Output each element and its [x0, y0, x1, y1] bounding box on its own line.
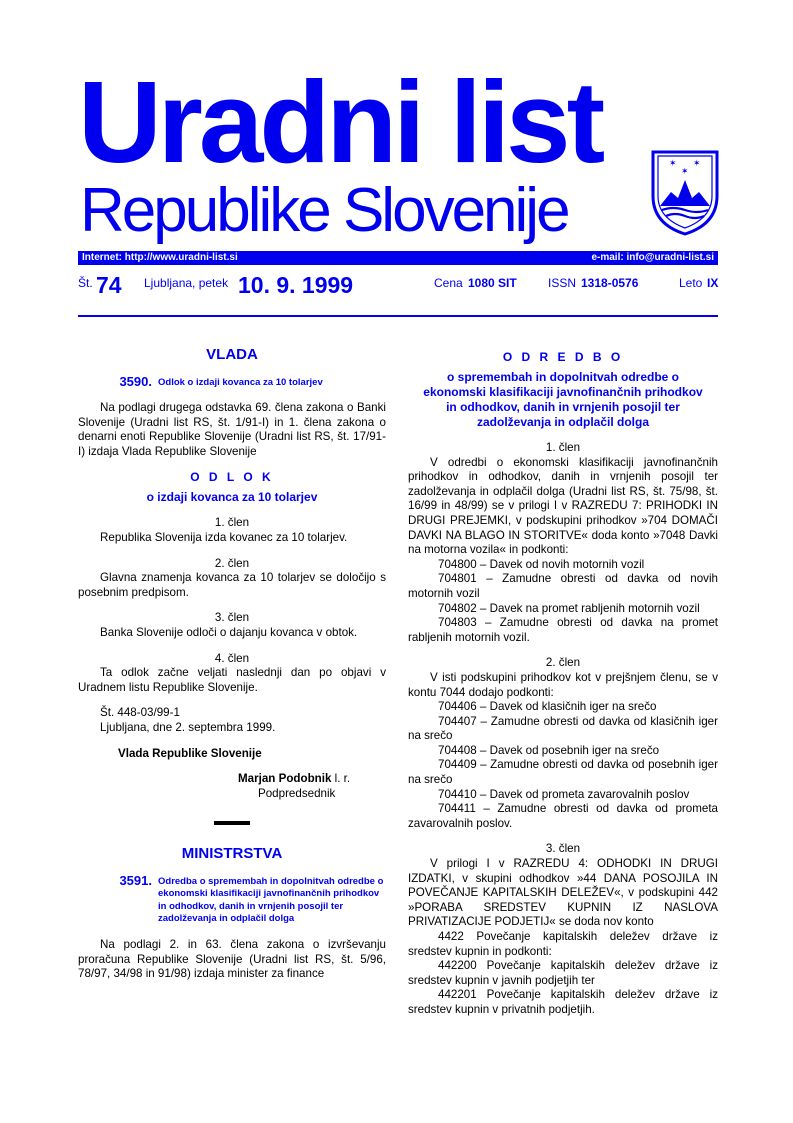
- masthead-info-bar: [78, 251, 718, 265]
- reference-date: Ljubljana, dne 2. septembra 1999.: [100, 721, 276, 734]
- list-item: 704411 – Zamudne obresti od davka od prometa zavarovalnih poslov.: [408, 802, 718, 830]
- issue-info: [0, 270, 793, 310]
- article-heading: 1. člen: [545, 441, 581, 454]
- issue-place-day: Ljubljana, petek: [144, 276, 229, 290]
- article-text: Banka Slovenije odloči o dajanju kovanca v obtok.: [100, 626, 358, 640]
- masthead-subtitle: Republike Slovenije: [80, 176, 568, 245]
- list-item: 4422 Povečanje kapitalskih deležev države iz sredstev kupnin in podkonti:: [408, 930, 718, 958]
- entry-title[interactable]: Odlok o izdaji kovanca za 10 tolarjev: [158, 376, 323, 388]
- signatory-suffix: l. r.: [331, 772, 351, 786]
- list-item: 704410 – Davek od prometa zavarovalnih poslov: [438, 787, 690, 801]
- reference-number: Št. 448-03/99-1: [100, 706, 180, 720]
- year-label: Leto: [679, 276, 703, 290]
- preamble: Na podlagi 2. in 63. člena zakona o izvrševanju proračuna Republike Slovenije (Uradni list RS, št. 5/96, 78/97, 34/98 in 91/98) izdaja minister za finance: [78, 937, 386, 981]
- article-heading: 4. člen: [214, 651, 250, 665]
- year-value: IX: [707, 276, 719, 290]
- issue-number: 74: [96, 272, 122, 298]
- issn-label: ISSN: [548, 276, 577, 290]
- issue-number-label: Št.: [78, 276, 93, 290]
- entry-3591: [78, 874, 386, 926]
- section-divider: [214, 821, 250, 825]
- ministrstva-heading: MINISTRSTVA: [181, 845, 283, 863]
- article-text: V prilogi I v RAZREDU 4: ODHODKI IN DRUGI IZDATKI, v skupini odhodkov »44 DANA POSOJILA IN POVEČANJE KAPITALSKIH DELEŽEV«, v podskupini 442 »PORABA SREDSTEV KUPNIN IZ NASLOVA PRIVATIZACIJE PODJETIJ« se doda nov konto: [408, 857, 718, 929]
- list-item: 704409 – Zamudne obresti od davka od posebnih iger na srečo: [408, 758, 718, 787]
- price-value: 1080 SIT: [468, 276, 517, 290]
- email-link[interactable]: e-mail: info@uradni-list.si: [591, 252, 714, 263]
- svg-text:✶: ✶: [681, 167, 689, 177]
- odredbo-subtitle: o spremembah in dopolnitvah odredbe o ekonomski klasifikaciji javnofinančnih prihodkov in odhodkov, danih in vrnjenih posojil ter zadolževanja in odplačil dolga: [423, 370, 703, 429]
- list-item: 442200 Povečanje kapitalskih deležev države iz sredstev kupnin v javnih podjetjih ter: [408, 959, 718, 987]
- internet-link[interactable]: Internet: http://www.uradni-list.si: [82, 252, 238, 263]
- entry-number: 3590.: [119, 373, 152, 389]
- article-heading: 1. člen: [214, 516, 250, 530]
- list-item: 704801 – Zamudne obresti od davka od novih motornih vozil: [408, 572, 718, 600]
- left-column: [78, 340, 386, 982]
- signatory-body: Vlada Republike Slovenije: [118, 746, 262, 760]
- article-text: Ta odlok začne veljati naslednji dan po objavi v Uradnem listu Republike Slovenije.: [78, 666, 386, 694]
- article-text: Glavna znamenja kovanca za 10 tolarjev se določijo s posebnim predpisom.: [78, 571, 386, 599]
- issue-date: 10. 9. 1999: [238, 272, 354, 298]
- odlok-subtitle: o izdaji kovanca za 10 tolarjev: [146, 490, 318, 505]
- list-item: 704408 – Davek od posebnih iger na srečo: [438, 743, 660, 757]
- article-text: V isti podskupini prihodkov kot v prejšnjem členu, se v kontu 7044 dodajo podkonti:: [408, 670, 718, 699]
- coat-of-arms-icon: [649, 150, 721, 236]
- preamble: Na podlagi drugega odstavka 69. člena zakona o Banki Slovenije (Uradni list RS, št. 1/91-I) in 1. člena zakona o denarni enoti Republike Slovenije (Uradni list RS, št. 17/91-I) izdaja Vlada Republike Slovenije: [78, 401, 386, 458]
- right-column: [408, 350, 718, 1018]
- odlok-heading: O D L O K: [190, 470, 274, 485]
- article-text: Republika Slovenija izda kovanec za 10 tolarjev.: [100, 531, 348, 545]
- price-label: Cena: [434, 276, 463, 290]
- article-heading: 2. člen: [214, 556, 250, 570]
- masthead-rule: [78, 315, 718, 317]
- list-item: 704800 – Davek od novih motornih vozil: [438, 557, 645, 571]
- list-item: 704407 – Zamudne obresti od davka od klasičnih iger na srečo: [408, 714, 718, 743]
- odredbo-heading: O D R E D B O: [502, 350, 624, 364]
- svg-text:✶: ✶: [669, 159, 677, 169]
- article-text: V odredbi o ekonomski klasifikaciji javnofinančnih prihodkov in odhodkov, danih in vrnjenih posojil ter zadolževanja in odplačil dolga (Uradni list RS, št. 75/98, št. 16/99 in 48/99) se v prilogi I v RAZREDU 7: PRIHODKI IN DRUGI PREJEMKI, v podskupini prihodkov »704 DOMAČI DAVKI NA BLAGO IN STORITVE« doda konto »7048 Davki na motorna vozila« in podkonti:: [408, 455, 718, 557]
- svg-text:✶: ✶: [693, 159, 701, 169]
- vlada-heading: VLADA: [206, 346, 258, 363]
- signatory-role: Podpredsednik: [258, 786, 336, 800]
- entry-3590: [78, 375, 386, 390]
- list-item: 704803 – Zamudne obresti od davka na promet rabljenih motornih vozil.: [408, 616, 718, 644]
- list-item: 704406 – Davek od klasičnih iger na srečo: [438, 700, 657, 714]
- signatory-line: [78, 772, 386, 787]
- article-heading: 3. člen: [545, 842, 581, 856]
- article-heading: 3. člen: [214, 611, 250, 625]
- issn-value: 1318-0576: [581, 276, 639, 290]
- entry-number: 3591.: [119, 872, 152, 888]
- list-item: 442201 Povečanje kapitalskih deležev države iz sredstev kupnin v privatnih podjetjih.: [408, 988, 718, 1016]
- masthead-title: Uradni list: [78, 57, 602, 187]
- entry-title[interactable]: Odredba o spremembah in dopolnitvah odredbe o ekonomski klasifikaciji javnofinančnih prihodkov in odhodkov, danih in vrnjenih posojil ter zadolževanja in odplačil dolga: [158, 875, 384, 925]
- article-heading: 2. člen: [545, 656, 581, 670]
- list-item: 704802 – Davek na promet rabljenih motornih vozil: [438, 601, 700, 615]
- signatory-name: Marjan Podobnik: [238, 772, 332, 786]
